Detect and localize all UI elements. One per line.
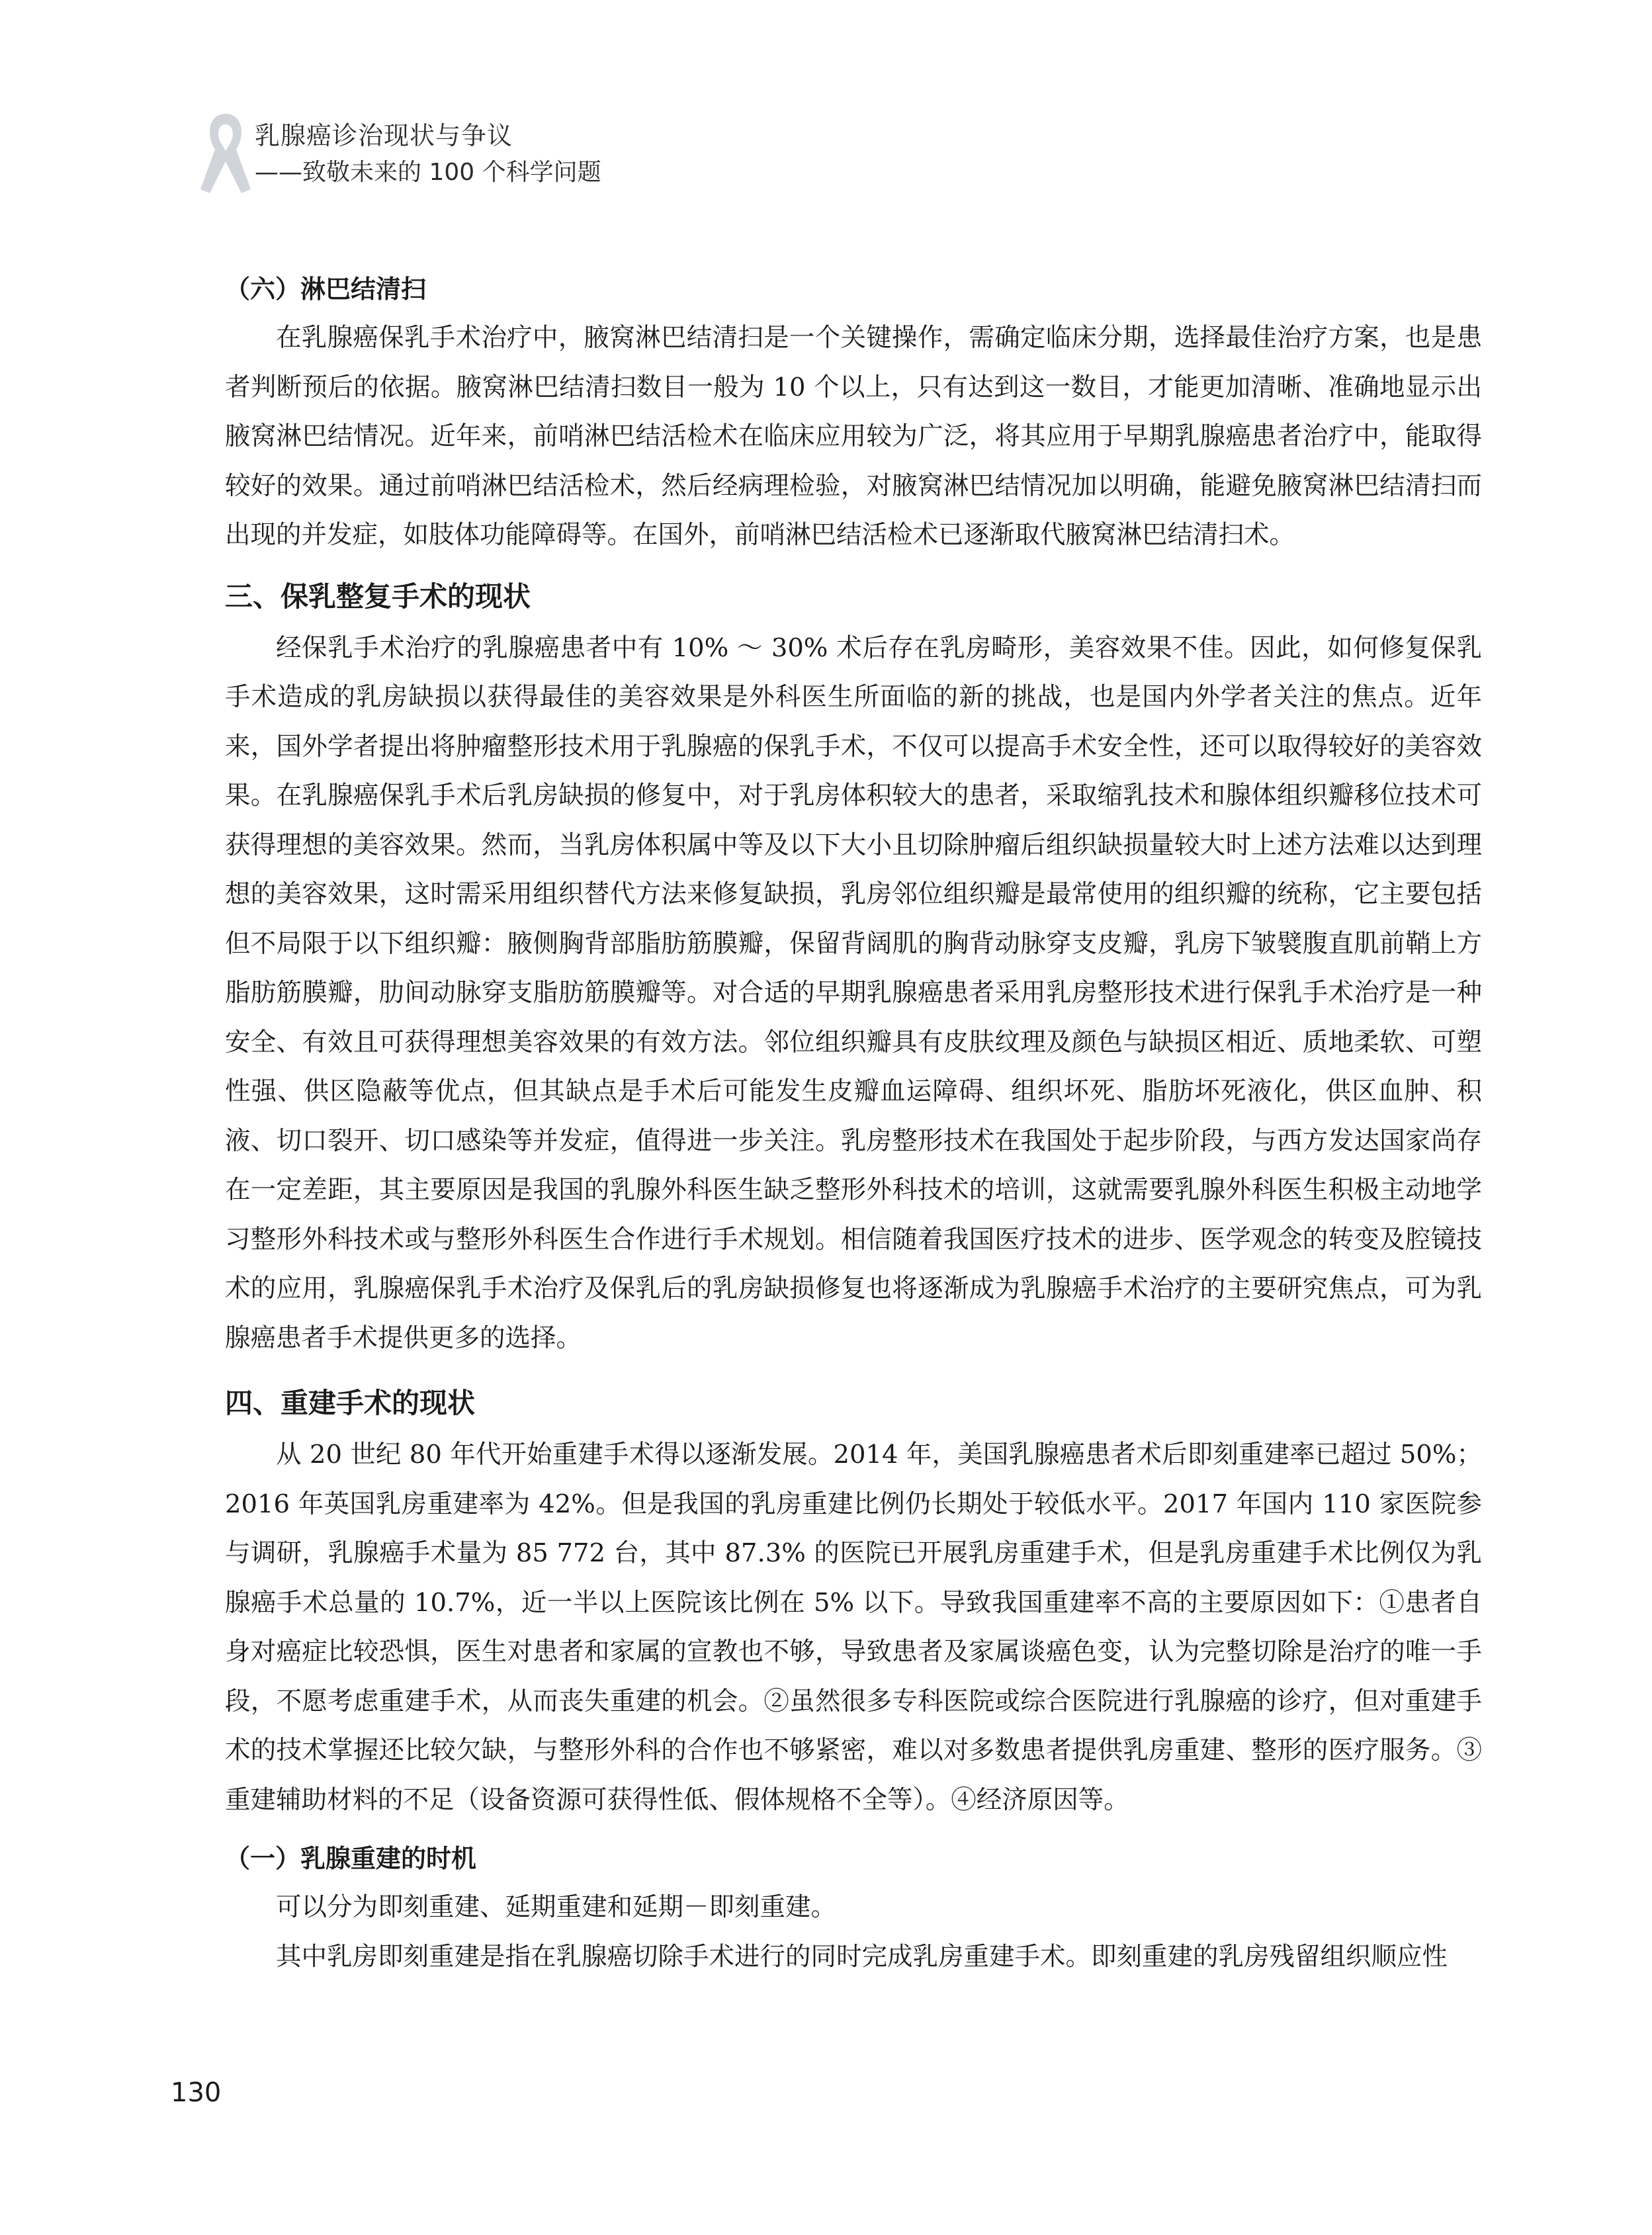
paragraph: 可以分为即刻重建、延期重建和延期－即刻重建。 xyxy=(276,1892,837,1922)
paragraph: 从 20 世纪 80 年代开始重建手术得以逐渐发展。2014 年，美国乳腺癌患者术后即刻重建率已超过 50%；2016 年英国乳房重建率为 42%。但是我国的乳房重建比例仍长期处于较低水平。2017 年国内 110 家医院参与调研，乳腺癌手术量为 85 772 台，其中 87.3% 的医院已开展乳房重建手术，但是乳房重建手术比例仅为乳腺癌手术总量的 10.7%，近一半以上医院该比例在 5% 以下。导致我国重建率不高的主要原因如下：①患者自身对癌症比较恐惧，医生对患者和家属的宣教也不够，导致患者及家属谈癌色变，认为完整切除是治疗的唯一手段，不愿考虑重建手术，从而丧失重建的机会。②虽然很多专科医院或综合医院进行乳腺癌的诊疗，但对重建手术的技术掌握还比较欠缺，与整形外科的合作也不够紧密，难以对多数患者提供乳房重建、整形的医疗服务。③重建辅助材料的不足（设备资源可获得性低、假体规格不全等）。④经济原因等。 xyxy=(225,1440,1482,1815)
book-title: 乳腺癌诊治现状与争议 xyxy=(255,121,513,150)
pink-ribbon-icon xyxy=(186,106,265,205)
subsection-heading-lymph: （六）淋巴结清扫 xyxy=(225,275,427,304)
paragraph: 经保乳手术治疗的乳腺癌患者中有 10% ～ 30% 术后存在乳房畸形，美容效果不佳。因此，如何修复保乳手术造成的乳房缺损以获得最佳的美容效果是外科医生所面临的新的挑战，也是国内外学者关注的焦点。近年来，国外学者提出将肿瘤整形技术用于乳腺癌的保乳手术，不仅可以提高手术安全性，还可以取得较好的美容效果。在乳腺癌保乳手术后乳房缺损的修复中，对于乳房体积较大的患者，采取缩乳技术和腺体组织瓣移位技术可获得理想的美容效果。然而，当乳房体积属中等及以下大小且切除肿瘤后组织缺损量较大时上述方法难以达到理想的美容效果，这时需采用组织替代方法来修复缺损，乳房邻位组织瓣是最常使用的组织瓣的统称，它主要包括但不局限于以下组织瓣：腋侧胸背部脂肪筋膜瓣，保留背阔肌的胸背动脉穿支皮瓣，乳房下皱襞腹直肌前鞘上方脂肪筋膜瓣，肋间动脉穿支脂肪筋膜瓣等。对合适的早期乳腺癌患者采用乳房整形技术进行保乳手术治疗是一种安全、有效且可获得理想美容效果的有效方法。邻位组织瓣具有皮肤纹理及颜色与缺损区相近、质地柔软、可塑性强、供区隐蔽等优点，但其缺点是手术后可能发生皮瓣血运障碍、组织坏死、脂肪坏死液化，供区血肿、积液、切口裂开、切口感染等并发症，值得进一步关注。乳房整形技术在我国处于起步阶段，与西方发达国家尚存在一定差距，其主要原因是我国的乳腺外科医生缺乏整形外科技术的培训，这就需要乳腺外科医生积极主动地学习整形外科技术或与整形外科医生合作进行手术规划。相信随着我国医疗技术的进步、医学观念的转变及腔镜技术的应用，乳腺癌保乳手术治疗及保乳后的乳房缺损修复也将逐渐成为乳腺癌手术治疗的主要研究焦点，可为乳腺癌患者手术提供更多的选择。 xyxy=(225,633,1482,1353)
section-heading-4: 四、重建手术的现状 xyxy=(225,1387,476,1419)
paragraph: 其中乳房即刻重建是指在乳腺癌切除手术进行的同时完成乳房重建手术。即刻重建的乳房残留组织顺应性 xyxy=(276,1941,1448,1972)
book-subtitle: ——致敬未来的 100 个科学问题 xyxy=(255,159,601,186)
paragraph: 在乳腺癌保乳手术治疗中，腋窝淋巴结清扫是一个关键操作，需确定临床分期，选择最佳治疗方案，也是患者判断预后的依据。腋窝淋巴结清扫数目一般为 10 个以上，只有达到这一数目，才能更加清晰、准确地显示出腋窝淋巴结情况。近年来，前哨淋巴结活检术在临床应用较为广泛，将其应用于早期乳腺癌患者治疗中，能取得较好的效果。通过前哨淋巴结活检术，然后经病理检验，对腋窝淋巴结情况加以明确，能避免腋窝淋巴结清扫而出现的并发症，如肢体功能障碍等。在国外，前哨淋巴结活检术已逐渐取代腋窝淋巴结清扫术。 xyxy=(225,323,1482,550)
page-number: 130 xyxy=(171,2078,222,2108)
subsection-heading-timing: （一）乳腺重建的时机 xyxy=(225,1844,477,1873)
page-body xyxy=(225,265,1482,1982)
section-heading-3: 三、保乳整复手术的现状 xyxy=(225,580,531,613)
